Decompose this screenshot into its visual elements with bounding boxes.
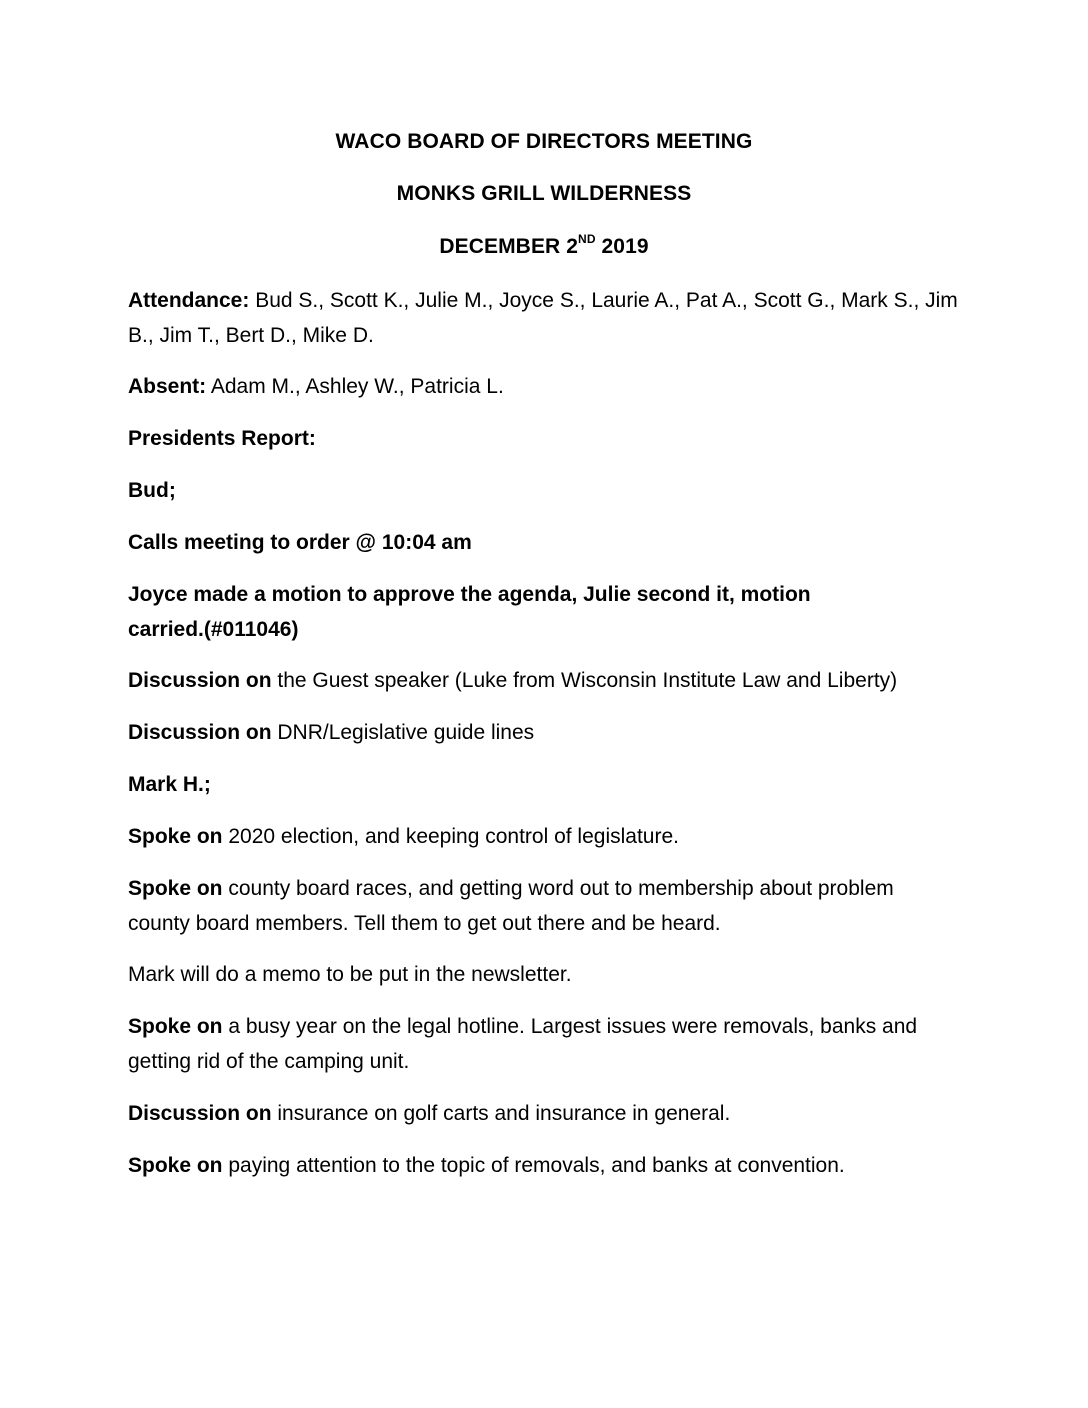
motion-agenda: Joyce made a motion to approve the agenda, Julie second it, motion carried.(#011046) xyxy=(128,583,811,641)
meeting-date xyxy=(0,234,1088,259)
attendance-label: Attendance: xyxy=(128,289,250,312)
spoke-election-paragraph xyxy=(128,819,968,854)
discussion-guest-paragraph xyxy=(128,663,968,698)
discussion-insurance-label: Discussion on xyxy=(128,1102,272,1125)
discussion-insurance-paragraph xyxy=(128,1096,968,1131)
speaker-mark: Mark H.; xyxy=(128,773,211,796)
spoke-county-paragraph xyxy=(128,871,898,941)
discussion-guest-text: the Guest speaker (Luke from Wisconsin Institute Law and Liberty) xyxy=(271,669,898,692)
spoke-convention-label: Spoke on xyxy=(128,1154,223,1177)
discussion-dnr-label: Discussion on xyxy=(128,721,272,744)
spoke-convention-text: paying attention to the topic of removals, and banks at convention. xyxy=(222,1154,845,1177)
spoke-county-text: county board races, and getting word out to membership about problem county board members. Tell them to get out there and be heard. xyxy=(128,877,894,935)
absent-paragraph xyxy=(128,369,968,404)
spoke-election-label: Spoke on xyxy=(128,825,223,848)
spoke-convention-paragraph xyxy=(128,1148,968,1183)
spoke-hotline-label: Spoke on xyxy=(128,1015,223,1038)
discussion-insurance-text: insurance on golf carts and insurance in general. xyxy=(271,1102,731,1125)
memo-note: Mark will do a memo to be put in the newsletter. xyxy=(128,963,572,986)
date-superscript: ND xyxy=(578,232,596,246)
spoke-hotline-paragraph xyxy=(128,1009,938,1079)
discussion-dnr-paragraph xyxy=(128,715,968,750)
date-suffix: 2019 xyxy=(595,235,649,258)
attendance-text: Bud S., Scott K., Julie M., Joyce S., Laurie A., Pat A., Scott G., Mark S., Jim B., Jim T., Bert D., Mike D. xyxy=(128,289,958,347)
date-prefix: DECEMBER 2 xyxy=(439,235,579,258)
spoke-county-label: Spoke on xyxy=(128,877,223,900)
spoke-hotline-text: a busy year on the legal hotline. Largest issues were removals, banks and getting rid of the camping unit. xyxy=(128,1015,918,1073)
absent-label: Absent: xyxy=(128,375,207,398)
discussion-guest-label: Discussion on xyxy=(128,669,272,692)
call-to-order: Calls meeting to order @ 10:04 am xyxy=(128,531,472,554)
presidents-report-heading: Presidents Report: xyxy=(128,427,316,450)
discussion-dnr-text: DNR/Legislative guide lines xyxy=(271,721,535,744)
attendance-paragraph xyxy=(128,283,968,353)
meeting-location: MONKS GRILL WILDERNESS xyxy=(396,182,692,205)
absent-text: Adam M., Ashley W., Patricia L. xyxy=(206,375,504,398)
spoke-election-text: 2020 election, and keeping control of legislature. xyxy=(222,825,679,848)
speaker-bud: Bud; xyxy=(128,479,176,502)
meeting-title: WACO BOARD OF DIRECTORS MEETING xyxy=(335,130,753,153)
